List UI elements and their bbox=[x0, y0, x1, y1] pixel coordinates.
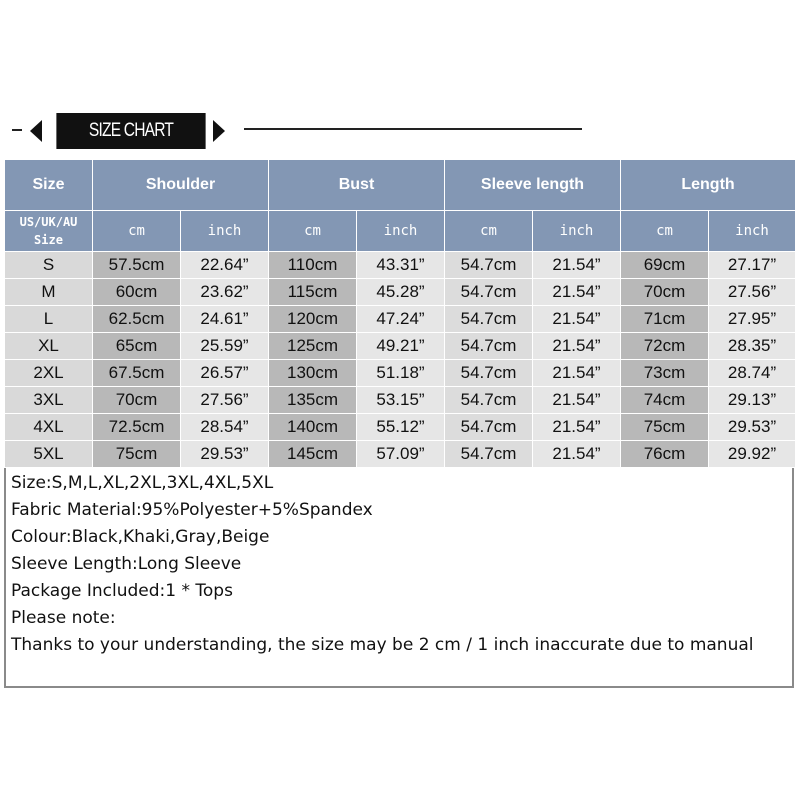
cell-sleeve-cm: 54.7cm bbox=[445, 252, 533, 279]
note-package: Package Included:1 * Tops bbox=[11, 581, 233, 601]
cell-size: L bbox=[5, 306, 93, 333]
note-sizes: Size:S,M,L,XL,2XL,3XL,4XL,5XL bbox=[11, 473, 274, 493]
unit-cm: cm bbox=[269, 211, 357, 252]
cell-bust-inch: 47.24” bbox=[357, 306, 445, 333]
unit-cm: cm bbox=[621, 211, 709, 252]
note-sleeve: Sleeve Length:Long Sleeve bbox=[11, 554, 242, 574]
cell-size: 4XL bbox=[5, 414, 93, 441]
cell-bust-cm: 140cm bbox=[269, 414, 357, 441]
size-region-label: US/UK/AU bbox=[19, 215, 78, 229]
size-table-body bbox=[5, 252, 796, 468]
cell-bust-cm: 130cm bbox=[269, 360, 357, 387]
cell-bust-cm: 135cm bbox=[269, 387, 357, 414]
cell-bust-inch: 53.15” bbox=[357, 387, 445, 414]
cell-sleeve-inch: 21.54” bbox=[533, 279, 621, 306]
unit-cm: cm bbox=[93, 211, 181, 252]
table-row bbox=[5, 360, 796, 387]
table-row bbox=[5, 414, 796, 441]
cell-shoulder-cm: 57.5cm bbox=[93, 252, 181, 279]
banner-right-notch bbox=[213, 120, 225, 142]
cell-sleeve-cm: 54.7cm bbox=[445, 387, 533, 414]
table-unit-row bbox=[5, 211, 796, 252]
cell-sleeve-inch: 21.54” bbox=[533, 441, 621, 468]
cell-bust-inch: 43.31” bbox=[357, 252, 445, 279]
cell-length-cm: 74cm bbox=[621, 387, 709, 414]
header-shoulder: Shoulder bbox=[93, 160, 269, 211]
cell-length-cm: 70cm bbox=[621, 279, 709, 306]
cell-length-cm: 72cm bbox=[621, 333, 709, 360]
cell-length-inch: 29.53” bbox=[709, 414, 796, 441]
cell-sleeve-cm: 54.7cm bbox=[445, 414, 533, 441]
cell-length-inch: 28.74” bbox=[709, 360, 796, 387]
note-please-note: Please note: bbox=[11, 608, 116, 628]
cell-size: S bbox=[5, 252, 93, 279]
note-accuracy: Thanks to your understanding, the size may be 2 cm / 1 inch inaccurate due to manual bbox=[11, 635, 754, 655]
cell-shoulder-inch: 24.61” bbox=[181, 306, 269, 333]
cell-length-cm: 75cm bbox=[621, 414, 709, 441]
cell-bust-inch: 49.21” bbox=[357, 333, 445, 360]
cell-shoulder-inch: 25.59” bbox=[181, 333, 269, 360]
cell-sleeve-inch: 21.54” bbox=[533, 252, 621, 279]
cell-size: XL bbox=[5, 333, 93, 360]
size-table bbox=[4, 159, 796, 468]
header-sleeve-length: Sleeve length bbox=[445, 160, 621, 211]
header-size-region bbox=[5, 211, 93, 252]
size-chart-banner bbox=[0, 108, 800, 154]
cell-shoulder-inch: 26.57” bbox=[181, 360, 269, 387]
cell-sleeve-cm: 54.7cm bbox=[445, 279, 533, 306]
cell-size: M bbox=[5, 279, 93, 306]
cell-shoulder-cm: 72.5cm bbox=[93, 414, 181, 441]
cell-bust-inch: 57.09” bbox=[357, 441, 445, 468]
cell-length-inch: 29.92” bbox=[709, 441, 796, 468]
cell-bust-cm: 115cm bbox=[269, 279, 357, 306]
cell-shoulder-inch: 28.54” bbox=[181, 414, 269, 441]
cell-shoulder-inch: 27.56” bbox=[181, 387, 269, 414]
product-notes bbox=[4, 468, 794, 688]
cell-bust-inch: 51.18” bbox=[357, 360, 445, 387]
header-length: Length bbox=[621, 160, 796, 211]
cell-length-inch: 28.35” bbox=[709, 333, 796, 360]
unit-inch: inch bbox=[181, 211, 269, 252]
note-colour: Colour:Black,Khaki,Gray,Beige bbox=[11, 527, 270, 547]
cell-length-cm: 71cm bbox=[621, 306, 709, 333]
banner-left-notch bbox=[30, 120, 42, 142]
cell-sleeve-inch: 21.54” bbox=[533, 387, 621, 414]
cell-bust-cm: 120cm bbox=[269, 306, 357, 333]
cell-size: 3XL bbox=[5, 387, 93, 414]
note-fabric: Fabric Material:95%Polyester+5%Spandex bbox=[11, 500, 373, 520]
cell-length-cm: 69cm bbox=[621, 252, 709, 279]
unit-cm: cm bbox=[445, 211, 533, 252]
cell-shoulder-cm: 67.5cm bbox=[93, 360, 181, 387]
cell-length-inch: 27.95” bbox=[709, 306, 796, 333]
cell-sleeve-inch: 21.54” bbox=[533, 333, 621, 360]
unit-inch: inch bbox=[533, 211, 621, 252]
cell-length-cm: 76cm bbox=[621, 441, 709, 468]
header-size: Size bbox=[5, 160, 93, 211]
size-table-container bbox=[4, 159, 795, 468]
banner-divider-line bbox=[244, 128, 582, 130]
banner-title: SIZE CHART bbox=[56, 113, 205, 149]
cell-shoulder-cm: 65cm bbox=[93, 333, 181, 360]
cell-sleeve-cm: 54.7cm bbox=[445, 441, 533, 468]
cell-length-inch: 29.13” bbox=[709, 387, 796, 414]
unit-inch: inch bbox=[709, 211, 796, 252]
cell-sleeve-inch: 21.54” bbox=[533, 414, 621, 441]
cell-sleeve-cm: 54.7cm bbox=[445, 360, 533, 387]
cell-length-inch: 27.56” bbox=[709, 279, 796, 306]
cell-sleeve-cm: 54.7cm bbox=[445, 306, 533, 333]
cell-bust-inch: 45.28” bbox=[357, 279, 445, 306]
cell-bust-inch: 55.12” bbox=[357, 414, 445, 441]
unit-inch: inch bbox=[357, 211, 445, 252]
cell-shoulder-inch: 22.64” bbox=[181, 252, 269, 279]
table-header-row bbox=[5, 160, 796, 211]
table-row bbox=[5, 441, 796, 468]
cell-sleeve-cm: 54.7cm bbox=[445, 333, 533, 360]
cell-shoulder-inch: 23.62” bbox=[181, 279, 269, 306]
cell-shoulder-inch: 29.53” bbox=[181, 441, 269, 468]
table-row bbox=[5, 387, 796, 414]
cell-sleeve-inch: 21.54” bbox=[533, 306, 621, 333]
cell-size: 5XL bbox=[5, 441, 93, 468]
table-row bbox=[5, 252, 796, 279]
banner-dash bbox=[12, 129, 22, 131]
cell-sleeve-inch: 21.54” bbox=[533, 360, 621, 387]
cell-length-inch: 27.17” bbox=[709, 252, 796, 279]
cell-shoulder-cm: 62.5cm bbox=[93, 306, 181, 333]
cell-size: 2XL bbox=[5, 360, 93, 387]
cell-bust-cm: 110cm bbox=[269, 252, 357, 279]
cell-shoulder-cm: 60cm bbox=[93, 279, 181, 306]
table-row bbox=[5, 306, 796, 333]
cell-shoulder-cm: 70cm bbox=[93, 387, 181, 414]
cell-shoulder-cm: 75cm bbox=[93, 441, 181, 468]
table-row bbox=[5, 333, 796, 360]
cell-length-cm: 73cm bbox=[621, 360, 709, 387]
cell-bust-cm: 145cm bbox=[269, 441, 357, 468]
cell-bust-cm: 125cm bbox=[269, 333, 357, 360]
header-bust: Bust bbox=[269, 160, 445, 211]
table-row bbox=[5, 279, 796, 306]
size-sub-label: Size bbox=[34, 233, 63, 247]
